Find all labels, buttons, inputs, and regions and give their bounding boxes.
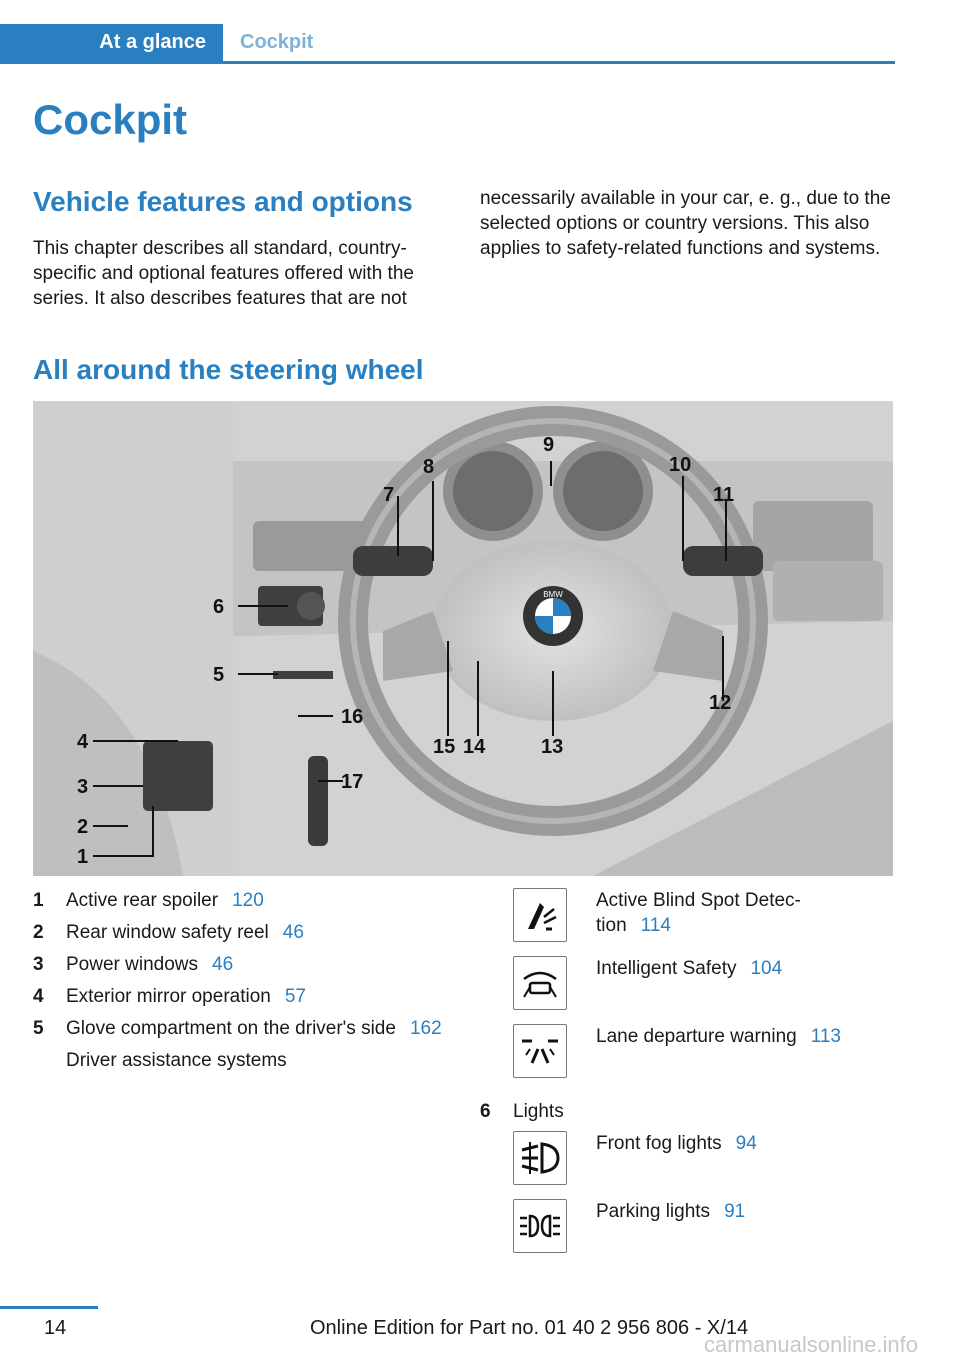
list-item	[33, 1048, 453, 1073]
list-item	[33, 984, 453, 1009]
page-ref-link[interactable]: 46	[212, 954, 234, 975]
callout-2: 2	[77, 816, 89, 838]
item-number: 3	[33, 954, 44, 975]
light-label: Parking lights	[596, 1201, 711, 1222]
light-label: Front fog lights	[596, 1133, 722, 1154]
front-fog-icon	[513, 1131, 567, 1185]
callout-17: 17	[341, 771, 364, 793]
page-ref-link[interactable]: 46	[282, 922, 304, 943]
list-item	[33, 952, 453, 977]
item-number: 2	[33, 922, 44, 943]
watermark: carmanualsonline.info	[704, 1332, 919, 1357]
intro-text-col1: This chapter describes all standard, country-specific and optional features offered with the series. It also describes features that are not	[33, 238, 414, 309]
list-item	[33, 888, 453, 913]
section-heading-vehicle-features: Vehicle features and options	[33, 186, 413, 217]
intro-text-col2: necessarily available in your car, e. g., due to the selected options or country versions. This also applies to safety-related functions and systems.	[480, 188, 891, 259]
legend-list	[33, 888, 453, 1080]
callout-15: 15	[433, 736, 456, 758]
page-ref-link[interactable]: 94	[735, 1133, 757, 1154]
item-label: Lights	[513, 1101, 564, 1122]
page-ref-link[interactable]: 113	[810, 1026, 841, 1047]
item-number: 1	[33, 890, 44, 911]
callout-4: 4	[77, 731, 89, 753]
section-heading-steering-wheel: All around the steering wheel	[33, 354, 424, 385]
parking-lights-icon	[513, 1199, 567, 1253]
callout-8: 8	[423, 456, 435, 478]
blind-spot-icon	[513, 888, 567, 942]
tab-label: At a glance	[99, 31, 206, 53]
cockpit-illustration	[33, 401, 893, 876]
lane-departure-icon	[513, 1024, 567, 1078]
tab-label: Cockpit	[240, 31, 314, 53]
page-ref-link[interactable]: 162	[409, 1018, 442, 1039]
assist-row-lane-departure	[513, 1024, 873, 1078]
footer-rule	[0, 1306, 98, 1309]
item-number: 4	[33, 986, 44, 1007]
callout-7: 7	[383, 484, 395, 506]
page-ref-link[interactable]: 57	[284, 986, 306, 1007]
callout-3: 3	[77, 776, 89, 798]
edition-text: Online Edition for Part no. 01 40 2 956 806 - X/14	[310, 1317, 749, 1339]
callout-16: 16	[341, 706, 364, 728]
assist-label: Active Blind Spot Detec-tion	[596, 890, 801, 936]
item-label: Rear window safety reel	[66, 922, 269, 943]
intelligent-safety-icon	[513, 956, 567, 1010]
driver-assist-label: Driver assistance systems	[66, 1050, 287, 1071]
assist-row-blind-spot	[513, 888, 873, 942]
item-label: Power windows	[66, 954, 198, 975]
callout-6: 6	[213, 596, 225, 618]
tab-cockpit[interactable]	[240, 24, 313, 61]
item-number: 6	[480, 1101, 491, 1122]
tab-at-a-glance[interactable]	[0, 24, 223, 61]
bmw-logo-text: BMW	[543, 590, 563, 599]
callout-14: 14	[463, 736, 486, 758]
item-label: Active rear spoiler	[66, 890, 219, 911]
page-ref-link[interactable]: 120	[232, 890, 264, 911]
callout-9: 9	[543, 434, 555, 456]
page-title: Cockpit	[33, 96, 188, 143]
light-row-front-fog	[513, 1131, 873, 1185]
assist-label: Intelligent Safety	[596, 958, 737, 979]
page-number: 14	[44, 1317, 67, 1339]
callout-5: 5	[213, 664, 225, 686]
list-item	[33, 920, 453, 945]
page-ref-link[interactable]: 91	[724, 1201, 746, 1222]
callout-12: 12	[709, 692, 732, 714]
callout-1: 1	[77, 846, 89, 868]
callout-10: 10	[669, 454, 692, 476]
page-ref-link[interactable]: 104	[750, 958, 783, 979]
item-number: 5	[33, 1018, 44, 1039]
callout-13: 13	[541, 736, 564, 758]
assist-row-intelligent-safety	[513, 956, 873, 1010]
page-ref-link[interactable]: 114	[640, 915, 671, 936]
item-label: Glove compartment on the driver's side	[66, 1018, 396, 1039]
list-item	[33, 1016, 453, 1041]
list-item-lights	[480, 1099, 564, 1124]
light-row-parking	[513, 1199, 873, 1253]
item-label: Exterior mirror operation	[66, 986, 271, 1007]
assist-label: Lane departure warning	[596, 1026, 797, 1047]
callout-11: 11	[713, 484, 735, 506]
